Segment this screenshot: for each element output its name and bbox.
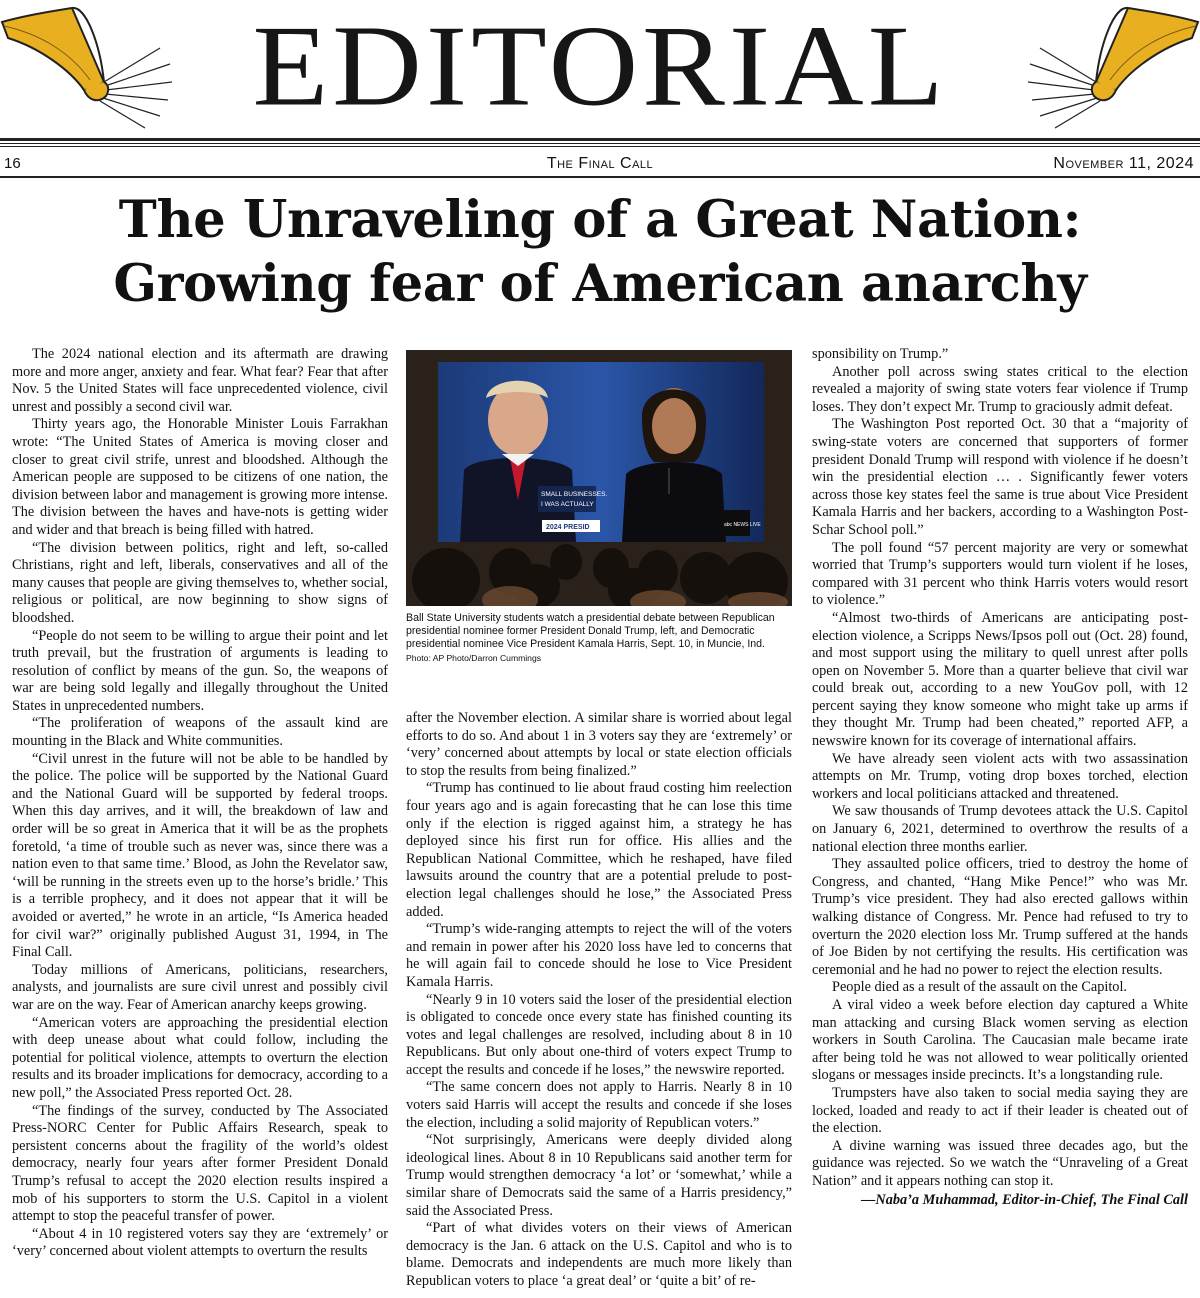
article-column-1 [12,346,388,1261]
paragraph: A viral video a week before election day captured a White man attacking and cursing Black women serving as election workers in South Carolina. The Caucasian male became irate after being told he was not allowed to wear politically oriented slogans or messages inside precincts. It’s a longstanding rule. [812,996,1188,1084]
network-logo: abc NEWS LIVE [724,522,761,528]
paragraph: The 2024 national election and its aftermath are drawing more and more anger, anxiety and fear. What fear? Fear that after Nov. 5 the United States will face unprecedented violence, civil unrest and possibly a second civil war. [12,346,388,415]
paragraph: sponsibility on Trump.” [812,346,949,362]
paragraph: “The findings of the survey, conducted by The Associated Press-NORC Center for Public Affairs Research, speak to persistent concerns about the fragility of the world’s oldest democracy, nearly four years after former President Donald Trump’s refusal to accept the 2020 election results inspired a mob of his supporters to storm the U.S. Capitol in a violent attempt to stop the peaceful transfer of power. [12,1102,388,1225]
paragraph: “Trump’s wide-ranging attempts to reject the will of the voters and remain in power after his 2020 loss have led to concerns that he will again fail to concede should he lose to Vice President Kamala Harris. [406,921,792,990]
paragraph: after the November election. A similar share is worried about legal efforts to do so. And about 1 in 3 voters say they are ‘extremely’ or ‘very’ concerned about attempts by local or state election officials to stop the results from being finalized.” [406,710,792,779]
paragraph: We have already seen violent acts with two assassination attempts on Mr. Trump, voting drop boxes torched, election workers and local politicians attacked and threatened. [812,750,1188,802]
publication-name: The Final Call [546,155,654,172]
article-column-2 [406,710,792,1291]
paragraph: “Civil unrest in the future will not be able to be handled by the police. The police will be supported by the National Guard and the National Guard will be supported by federal troops. When this day arrives, and it will, the breakdown of law and order will be so great in America that it will be as the prophets foretold, ‘a time of trouble such as never was, since there was a nation even to that same time.’ Blood, as John the Revelator saw, ‘will be running in the streets even up to the horse’s bridle.’ This is a terrible prophecy, and it does not appear that it will be avoided or averted,” he wrote in an article, “Is America headed for civil war?” originally published August 31, 1994, in The Final Call. [12,750,388,961]
paragraph: “The division between politics, right and left, so-called Christians, right and left, liberals, conservatives and all of the many causes that people are giving themselves to, whether social, religious or political, are now beginning to show signs of bloodshed. [12,539,388,626]
folio-rule [0,176,1200,178]
screen-text-1: SMALL BUSINESSES. [541,491,608,498]
headline-line-1: The Unraveling of a Great Nation: [118,190,1082,250]
screen-text-2: I WAS ACTUALLY [541,501,594,508]
debate-photo-image [406,350,792,606]
paragraph: “Trump has continued to lie about fraud costing him reelection four years ago and is again forecasting that he can lose this time only if the election is rigged against him, a strategy he has deployed since his first run for office. His allies and the Republican National Committee, which he reshaped, have filed lawsuits around the country that are a potential prelude to post-election legal challenges should he lose,” the Associated Press added. [406,780,792,920]
article-column-3 [812,346,1188,1209]
paragraph: We saw thousands of Trump devotees attack the U.S. Capitol on January 6, 2021, determined to overthrow the results of a national election three months earlier. [812,803,1188,855]
masthead-rule [0,138,1200,141]
paragraph: “The same concern does not apply to Harris. Nearly 8 in 10 voters said Harris will accept the results and concede if she loses the election, including a solid majority of Republican voters.” [406,1079,792,1131]
paragraph: “Part of what divides voters on their views of American democracy is the Jan. 6 attack on the U.S. Capitol and who is to blame. Democrats and independents are much more likely than Republican voters to place ‘a great deal’ or ‘quite a bit’ of re- [406,1220,792,1289]
paragraph: “About 4 in 10 registered voters say they are ‘extremely’ or ‘very’ concerned about violent attempts to overturn the results [12,1225,388,1260]
headline [0,188,1200,316]
paragraph: Trumpsters have also taken to social media saying they are locked, loaded and ready to act if their leader is cheated out of the election. [812,1084,1188,1137]
masthead-rule-thin [0,146,1200,147]
photo-caption [406,612,792,665]
issue-date: November 11, 2024 [1053,155,1194,172]
paragraph: “Nearly 9 in 10 voters said the loser of the presidential election is obligated to concede once every state has finished counting its votes and legal challenges are resolved, including about 8 in 10 Republicans. But only about one-third of voters expect Trump to accept the results and concede if he loses,” the newswire reported. [406,991,792,1078]
paragraph: “American voters are approaching the presidential election with deep unease about what could follow, including the potential for political violence, attempts to overturn the election results and its broader implications for democracy, according to a new poll,” the Associated Press reported Oct. 28. [12,1014,388,1101]
paragraph: People died as a result of the assault on the Capitol. [832,979,1128,996]
paragraph: “People do not seem to be willing to argue their point and let truth prevail, but the frustration of arguments is leading to resolution of conflict by means of the gun. So, the weapons of war are being sold legally and illegally throughout the United States in unprecedented numbers. [12,627,388,714]
headline-line-2: Growing fear of American anarchy [113,254,1087,314]
masthead-rule-thin [0,143,1200,144]
trumpet-horn-icon [1025,4,1200,132]
debate-photo [406,350,792,606]
masthead-title: EDITORIAL [252,2,948,130]
photo-credit: Photo: AP Photo/Darron Cummings [406,653,542,663]
folio-line [0,152,1200,176]
author-signature: —Naba’a Muhammad, Editor-in-Chief, The Final Call [861,1191,1188,1208]
paragraph: Thirty years ago, the Honorable Minister Louis Farrakhan wrote: “The United States of America is moving closer and closer to great civil strife, unrest and bloodshed. Although the American people are supposed to be citizens of one nation, the division between labor and management is growing more intense. The division between the haves and have-nots is getting wider and wider and that breach is being filled with hatred. [12,416,388,538]
screen-banner: 2024 PRESID [546,524,590,531]
paragraph: Another poll across swing states critical to the election revealed a majority of swing state voters fear violence if Trump loses. They don’t expect Mr. Trump to graciously admit defeat. [812,363,1188,415]
trumpet-horn-icon [0,4,175,132]
paragraph: They assaulted police officers, tried to destroy the home of Congress, and chanted, “Hang Mike Pence!” who was Mr. Trump’s vice president. They had also erected gallows within walking distance of Congress. Mr. Pence had refused to try to overturn the 2020 election loss Mr. Trump suffered at the hands of Joe Biden by not certifying the results. His certification was ceremonial and he had no power to reject the election results. [812,856,1188,978]
paragraph: The Washington Post reported Oct. 30 that a “majority of swing-state voters are concerned that supporters of former president Donald Trump will respond with violence if he doesn’t win the presidential election … . Significantly fewer voters across those key states feel the same is true about Vice President Kamala Harris and her backers, according to a Washington Post-Schar School poll.” [812,416,1188,538]
caption-text: Ball State University students watch a presidential debate between Republican presidential nominee former President Donald Trump, left, and Democratic presidential nominee Vice President Kamala Harris, Sept. 10, in Muncie, Ind. [406,612,775,650]
paragraph: “The proliferation of weapons of the assault kind are mounting in the Black and White communities. [12,715,388,750]
paragraph: A divine warning was issued three decades ago, but the guidance was rejected. So we watch the “Unraveling of a Great Nation” and it appears nothing can stop it. [812,1137,1188,1189]
page-number: 16 [4,155,21,172]
paragraph: Today millions of Americans, politicians, researchers, analysts, and journalists are sure civil unrest and possibly civil war are on the way. Fear of American anarchy keeps growing. [12,961,388,1013]
masthead [0,0,1200,140]
paragraph: “Not surprisingly, Americans were deeply divided along ideological lines. About 8 in 10 Republicans said another term for Trump would strengthen democracy ‘a lot’ or ‘somewhat,’ while a similar share of Democrats said the same of a Harris presidency,” said the Associated Press. [406,1132,792,1219]
paragraph: “Almost two-thirds of Americans are anticipating post-election violence, a Scripps News/Ipsos poll out (Oct. 28) found, and most support using the military to quell unrest after polls open on November 5. More than a quarter believe that civil war could break out, according to a new YouGov poll, with 12 percent saying they know someone who might take up arms if they thought Mr. Trump had been cheated,” reported AFP, a newswire known for its coverage of international affairs. [812,609,1188,750]
paragraph: The poll found “57 percent majority are very or somewhat worried that Trump’s supporters would turn violent if he loses, compared with 31 percent who think Harris voters would resort to violence.” [812,539,1188,609]
